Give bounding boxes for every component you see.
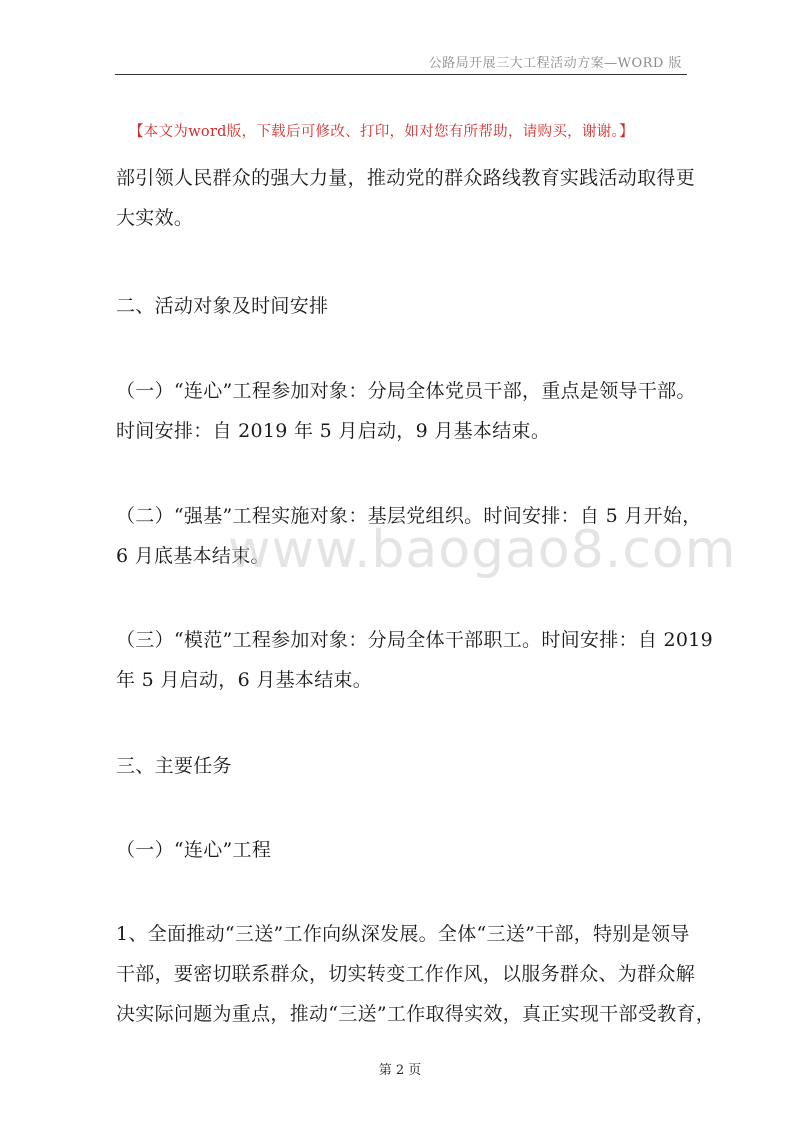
paragraph-lianxin-target: [116, 371, 696, 451]
watermark: www.baogao8.com: [228, 520, 737, 580]
paragraph-sansong: [116, 914, 716, 1034]
section-heading-3: [116, 746, 691, 786]
text-line: 大实效。: [116, 207, 194, 229]
text-line: 时间安排：自 2019 年 5 月启动，9 月基本结束。: [116, 420, 551, 442]
paragraph-continuation: [116, 158, 696, 238]
text-line: 二、活动对象及时间安排: [116, 295, 329, 317]
section-heading-2: [116, 286, 691, 326]
header-divider: [115, 74, 687, 75]
download-notice: 【本文为word版，下载后可修改、打印，如对您有所帮助，请购买，谢谢。】: [129, 124, 634, 140]
text-line: 6 月底基本结束。: [116, 545, 270, 567]
text-line: 决实际问题为重点，推动“三送”工作取得实效，真正实现干部受教育，: [116, 1003, 716, 1025]
page-number: 第 2 页: [378, 1063, 422, 1078]
text-line: （三）“模范”工程参加对象：分局全体干部职工。时间安排：自 2019: [116, 629, 714, 651]
paragraph-mofan-target: [116, 620, 714, 700]
text-line: 1、全面推动“三送”工作向纵深发展。全体“三送”干部，特别是领导: [116, 923, 690, 945]
text-line: 年 5 月启动，6 月基本结束。: [116, 669, 373, 691]
subsection-heading-lianxin: [116, 830, 691, 870]
text-line: 干部，要密切联系群众，切实转变工作作风，以服务群众、为群众解: [116, 963, 696, 985]
text-line: 部引领人民群众的强大力量，推动党的群众路线教育实践活动取得更: [116, 167, 696, 189]
running-header: 公路局开展三大工程活动方案—WORD 版: [428, 56, 682, 71]
text-line: 三、主要任务: [116, 755, 232, 777]
text-line: （二）“强基”工程实施对象：基层党组织。时间安排：自 5 月开始，: [116, 505, 702, 527]
text-line: （一）“连心”工程: [116, 839, 272, 861]
text-line: （一）“连心”工程参加对象：分局全体党员干部，重点是领导干部。: [116, 380, 696, 402]
